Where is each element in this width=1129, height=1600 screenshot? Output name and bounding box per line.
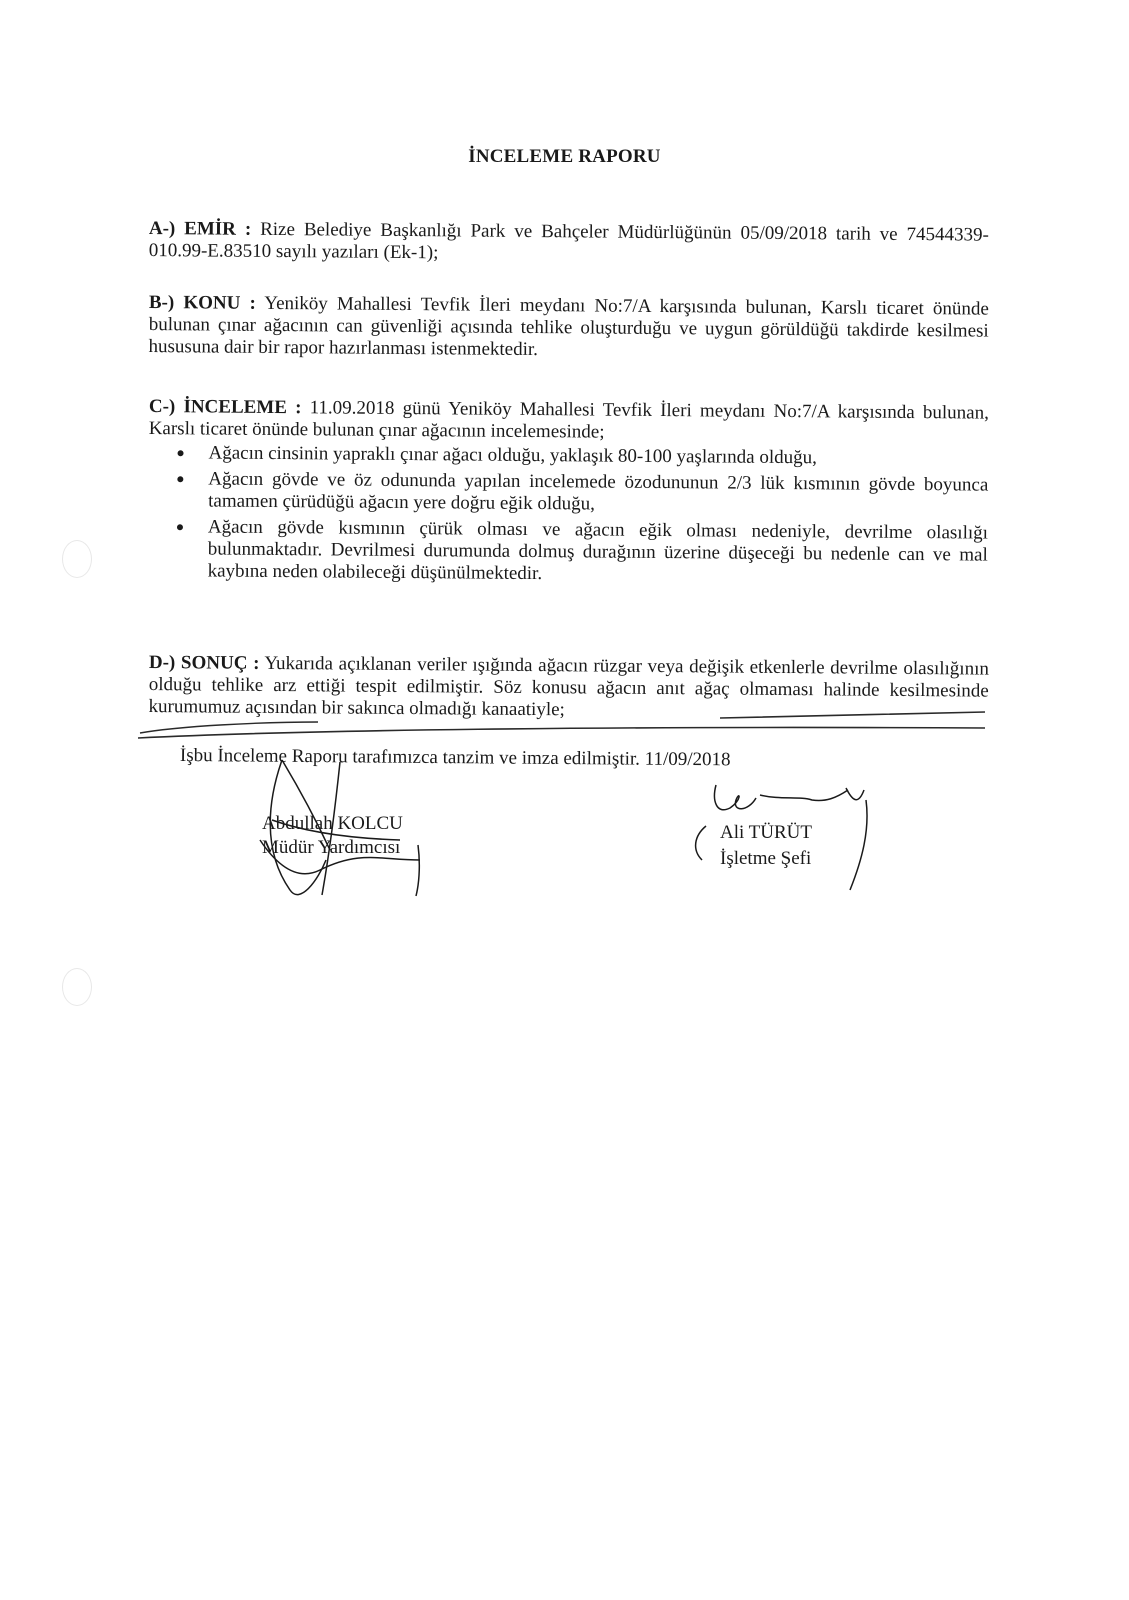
punch-hole-mark bbox=[62, 968, 92, 1006]
section-konu-heading: B-) KONU : bbox=[148, 292, 256, 314]
section-inceleme-heading: C-) İNCELEME : bbox=[148, 396, 302, 419]
section-inceleme-text: 11.09.2018 günü Yeniköy Mahallesi Tevfik İleri meydanı No:7/A karşısında bulunan, Karslı ticaret önünde bulunan çınar ağacının incelemesinde; bbox=[148, 397, 989, 443]
signatory-name: Ali TÜRÜT bbox=[720, 822, 813, 843]
section-konu bbox=[148, 292, 988, 365]
section-emir-text: Rize Belediye Başkanlığı Park ve Bahçeler Müdürlüğünün 05/09/2018 tarih ve 74544339-010.99-E.83510 sayılı yazıları (Ek-1); bbox=[148, 218, 989, 264]
section-emir bbox=[149, 218, 989, 269]
finding-item bbox=[208, 442, 988, 470]
section-sonuc-text: Yukarıda açıklanan veriler ışığında ağacın rüzgar veya değişik etkenlerle devrilme olasılığının olduğu tehlike arz ettiği tespit edilmiştir. Söz konusu ağacın anıt ağaç olmaması halinde kesilmesinde kurumumuz açısından bir sakınca olmadığı kanaatiyle; bbox=[148, 652, 989, 721]
signature-block-left bbox=[262, 812, 403, 860]
finding-text: Ağacın gövde ve öz odununda yapılan incelemede özodununun 2/3 lük kısmının gövde boyunca tamamen çürüdüğü ağacın yere doğru eğik olduğu, bbox=[208, 468, 989, 515]
section-sonuc-heading: D-) SONUÇ : bbox=[148, 652, 260, 674]
section-sonuc bbox=[148, 652, 988, 725]
section-konu-text: Yeniköy Mahallesi Tevfik İleri meydanı No:7/A karşısında bulunan, Karslı ticaret önünde bulunan çınar ağacının can güvenliği açısında tehlike oluşturduğu ve uygun görüldüğü takdirde kesilmesi hususuna dair bir rapor hazırlanması istenmektedir. bbox=[148, 292, 989, 361]
report-title: İNCELEME RAPORU bbox=[468, 146, 661, 167]
finding-text: Ağacın cinsinin yapraklı çınar ağacı olduğu, yaklaşık 80-100 yaşlarında olduğu, bbox=[208, 442, 817, 469]
finding-text: Ağacın gövde kısmının çürük olması ve ağacın eğik olması nedeniyle, devrilme olasılığı bulunmaktadır. Devrilmesi durumunda dolmuş durağının üzerine düşeceği bu nedenle can ve mal kaybına neden olabileceği düşünülmektedir. bbox=[207, 516, 989, 585]
section-emir-heading: A-) EMİR : bbox=[148, 218, 252, 240]
signatory-title: İşletme Şefi bbox=[720, 848, 812, 869]
finding-item bbox=[208, 516, 988, 588]
findings-list bbox=[148, 442, 989, 589]
punch-hole-mark bbox=[62, 540, 92, 578]
bullet-icon bbox=[178, 450, 184, 456]
closing-statement: İşbu İnceleme Raporu tarafımızca tanzim ve imza edilmiştir. 11/09/2018 bbox=[179, 745, 731, 771]
finding-item bbox=[208, 468, 988, 518]
bullet-icon bbox=[177, 476, 183, 482]
bullet-icon bbox=[177, 524, 183, 530]
handwritten-underline bbox=[138, 727, 985, 738]
signature-block-right bbox=[720, 820, 812, 872]
signatory-title: Müdür Yardımcısı bbox=[262, 837, 401, 858]
signatory-name: Abdullah KOLCU bbox=[262, 813, 403, 834]
section-inceleme bbox=[148, 396, 989, 593]
handwritten-underline bbox=[140, 722, 318, 733]
